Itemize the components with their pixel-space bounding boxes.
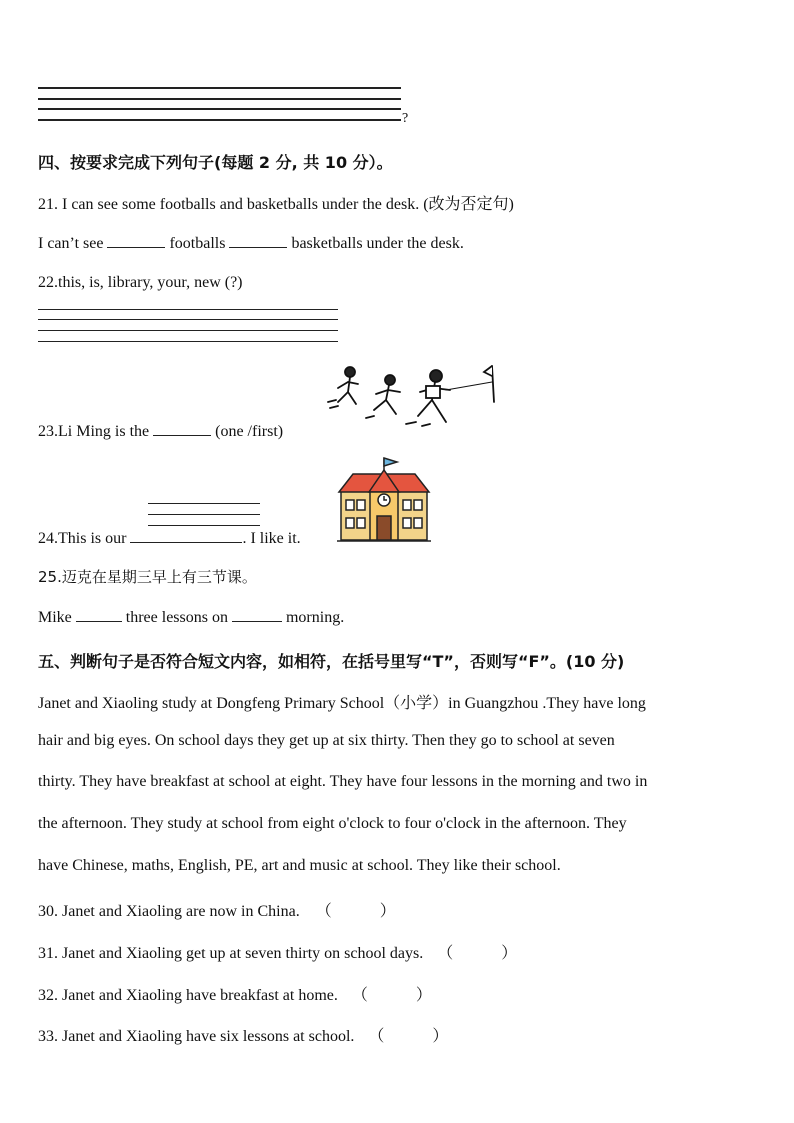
statement-33 (38, 1023, 448, 1046)
question-21 (38, 191, 514, 214)
fill-blank[interactable] (232, 607, 282, 622)
school-building-illustration (337, 456, 431, 544)
question-23 (38, 421, 283, 441)
answer-text: I can’t see (38, 235, 108, 252)
passage-line: thirty. They have breakfast at school at eight. They have four lessons in the morning and two in (38, 773, 648, 790)
passage-line: the afternoon. They study at school from eight o'clock to four o'clock in the afternoon. They (38, 815, 627, 832)
question-25 (38, 607, 344, 627)
fill-blank[interactable] (107, 233, 165, 248)
question-text: three lessons on (121, 609, 232, 626)
passage-line: hair and big eyes. On school days they get up at six thirty. Then they go to school at seven (38, 732, 615, 749)
answer-line (148, 503, 260, 504)
statement-text: 32. Janet and Xiaoling have breakfast at home. (38, 987, 338, 1004)
answer-line (148, 514, 260, 515)
question-text: (one /first) (211, 423, 284, 440)
answer-line (38, 341, 338, 342)
passage-line: Janet and Xiaoling study at Dongfeng Primary School（小学）in Guangzhou .They have long (38, 695, 646, 712)
statement-text: 33. Janet and Xiaoling have six lessons at school. (38, 1028, 355, 1045)
answer-text: basketballs under the desk. (287, 235, 464, 252)
passage-line: have Chinese, maths, English, PE, art and music at school. They like their school. (38, 857, 561, 874)
question-text: . I like it. (242, 530, 301, 547)
answer-bracket[interactable]: （ ） (315, 903, 396, 920)
answer-line (38, 119, 401, 121)
statement-text: 30. Janet and Xiaoling are now in China. (38, 903, 300, 920)
question-mark: ? (402, 111, 409, 126)
answer-bracket[interactable]: （ ） (351, 987, 432, 1004)
question-text: morning. (281, 609, 345, 626)
answer-line (38, 98, 401, 100)
answer-bracket[interactable]: （ ） (368, 1028, 449, 1045)
statement-30 (38, 898, 396, 921)
question-25-chinese: 25.迈克在星期三早上有三节课。 (38, 568, 257, 586)
answer-line (148, 525, 260, 526)
section-4-heading: 四、按要求完成下列句子(每题 2 分, 共 10 分）。 (38, 153, 393, 172)
fill-blank[interactable] (229, 233, 287, 248)
question-text: 23.Li Ming is the (38, 423, 154, 440)
question-24 (38, 528, 301, 548)
answer-text: footballs (165, 235, 230, 252)
answer-line (38, 87, 401, 89)
statement-31 (38, 940, 517, 963)
question-number: 21 (38, 196, 54, 213)
question-text: Mike (38, 609, 76, 626)
section-5-heading: 五、判断句子是否符合短文内容，如相符，在括号里写“T”，否则写“F”。(10 分) (38, 652, 625, 671)
fill-blank[interactable] (130, 528, 242, 543)
statement-text: 31. Janet and Xiaoling get up at seven thirty on school days. (38, 945, 424, 962)
statement-32 (38, 982, 432, 1005)
question-prompt: . I can see some footballs and basketballs under the desk. (改为否定句) (54, 196, 514, 213)
answer-line (38, 319, 338, 320)
question-21-answer (38, 233, 464, 253)
answer-line (38, 108, 401, 110)
answer-line (38, 330, 338, 331)
running-race-illustration (326, 362, 501, 432)
question-text: 24.This is our (38, 530, 131, 547)
answer-line (38, 309, 338, 310)
fill-blank[interactable] (76, 607, 122, 622)
question-22: 22.this, is, library, your, new (?) (38, 274, 243, 291)
fill-blank[interactable] (153, 421, 211, 436)
answer-bracket[interactable]: （ ） (437, 945, 518, 962)
